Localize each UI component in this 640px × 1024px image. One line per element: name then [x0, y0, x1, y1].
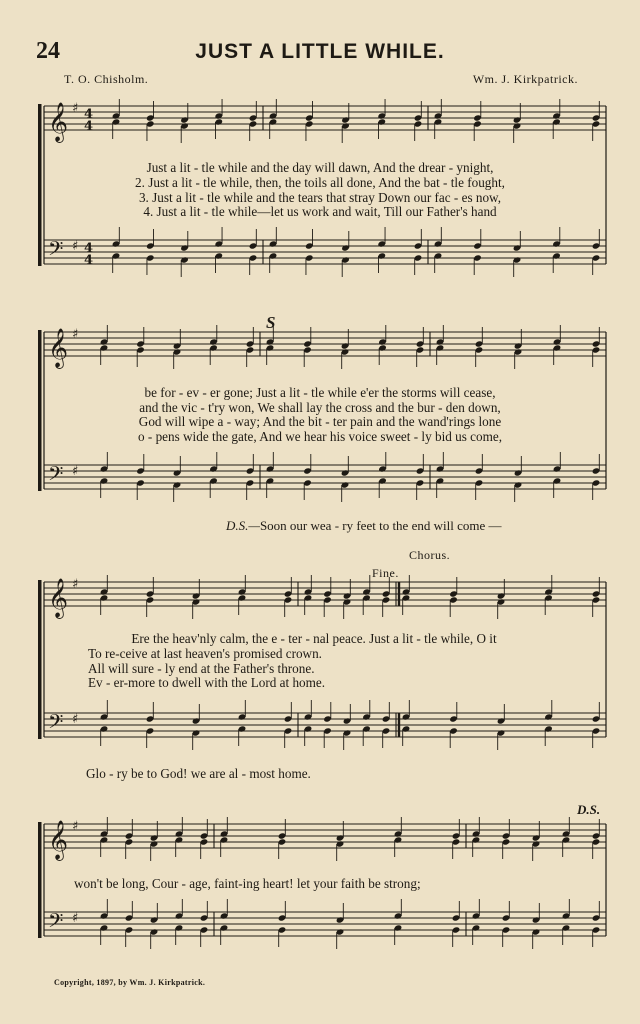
- key-sharp: ♯: [72, 464, 79, 479]
- bass-lyric-line: Glo - ry be to God! we are al - most home.: [86, 766, 311, 781]
- bass-clef: 𝄢: [48, 710, 64, 738]
- bass-clef: 𝄢: [48, 909, 64, 937]
- verse-line: 3. Just a lit - tle while and the tears that stray Down our fac - es now,: [138, 190, 502, 205]
- key-sharp: ♯: [72, 819, 79, 834]
- key-sharp: ♯: [72, 327, 79, 342]
- treble-clef: 𝄞: [48, 102, 69, 142]
- segno-mark: S: [266, 313, 276, 332]
- verse-line: 4. Just a lit - tle while—let us work and wait, Till our Father's hand: [143, 204, 497, 219]
- system-bracket: [38, 822, 42, 938]
- page-number: 24: [36, 38, 60, 64]
- lyricist-credit: T. O. Chisholm.: [64, 72, 149, 86]
- verse-line: Ev - er-more to dwell with the Lord at home.: [88, 675, 326, 690]
- ds-mark: D.S.: [577, 802, 601, 817]
- verse-line: won't be long, Cour - age, faint-ing heart! let your faith be strong;: [74, 876, 421, 891]
- time-signature: 4: [84, 241, 94, 256]
- chorus-label: Chorus.: [409, 548, 451, 562]
- ds-text: Soon our wea - ry feet to the end will come —: [259, 518, 502, 533]
- treble-clef: 𝄞: [48, 328, 69, 368]
- copyright-notice: Copyright, 1897, by Wm. J. Kirkpatrick.: [54, 978, 206, 987]
- hymn-title: JUST A LITTLE WHILE.: [195, 40, 445, 63]
- verse-line: Just a lit - tle while and the day will dawn, And the drear - ynight,: [146, 160, 494, 175]
- ds-prefix: D.S.—: [226, 518, 260, 533]
- key-sharp: ♯: [72, 911, 79, 926]
- svg-text:4: 4: [84, 119, 94, 134]
- verse-line: God will wipe a - way; And the bit - ter pain and the wand'rings lone: [138, 414, 502, 429]
- verse-line: All will sure - ly end at the Father's throne.: [88, 661, 315, 676]
- verse-line: To re-ceive at last heaven's promised crown.: [88, 646, 322, 661]
- ds-lyric-line: [226, 518, 501, 534]
- svg-text:4: 4: [84, 253, 94, 268]
- treble-clef: 𝄞: [48, 820, 69, 860]
- key-sharp: ♯: [72, 239, 79, 254]
- verse-line: Ere the heav'nly calm, the e - ter - nal peace. Just a lit - tle while, O it: [131, 631, 497, 646]
- bass-clef: 𝄢: [48, 237, 64, 265]
- verse-line: and the vic - t'ry won, We shall lay the cross and the bur - den down,: [139, 400, 501, 415]
- key-sharp: ♯: [72, 577, 79, 592]
- composer-credit: Wm. J. Kirkpatrick.: [472, 72, 578, 86]
- key-sharp: ♯: [72, 712, 79, 727]
- fine-label: Fine.: [372, 566, 399, 580]
- time-signature: 4: [84, 107, 94, 122]
- verse-line: o - pens wide the gate, And we hear his voice sweet - ly bid us come,: [137, 429, 503, 444]
- verse-line: 2. Just a lit - tle while, then, the toils all done, And the bat - tle fought,: [135, 175, 505, 190]
- verse-line: be for - ev - er gone; Just a lit - tle while e'er the storms will cease,: [144, 385, 496, 400]
- system-bracket: [38, 580, 42, 739]
- bass-clef: 𝄢: [48, 462, 64, 490]
- key-sharp: ♯: [72, 101, 79, 116]
- treble-clef: 𝄞: [48, 578, 69, 618]
